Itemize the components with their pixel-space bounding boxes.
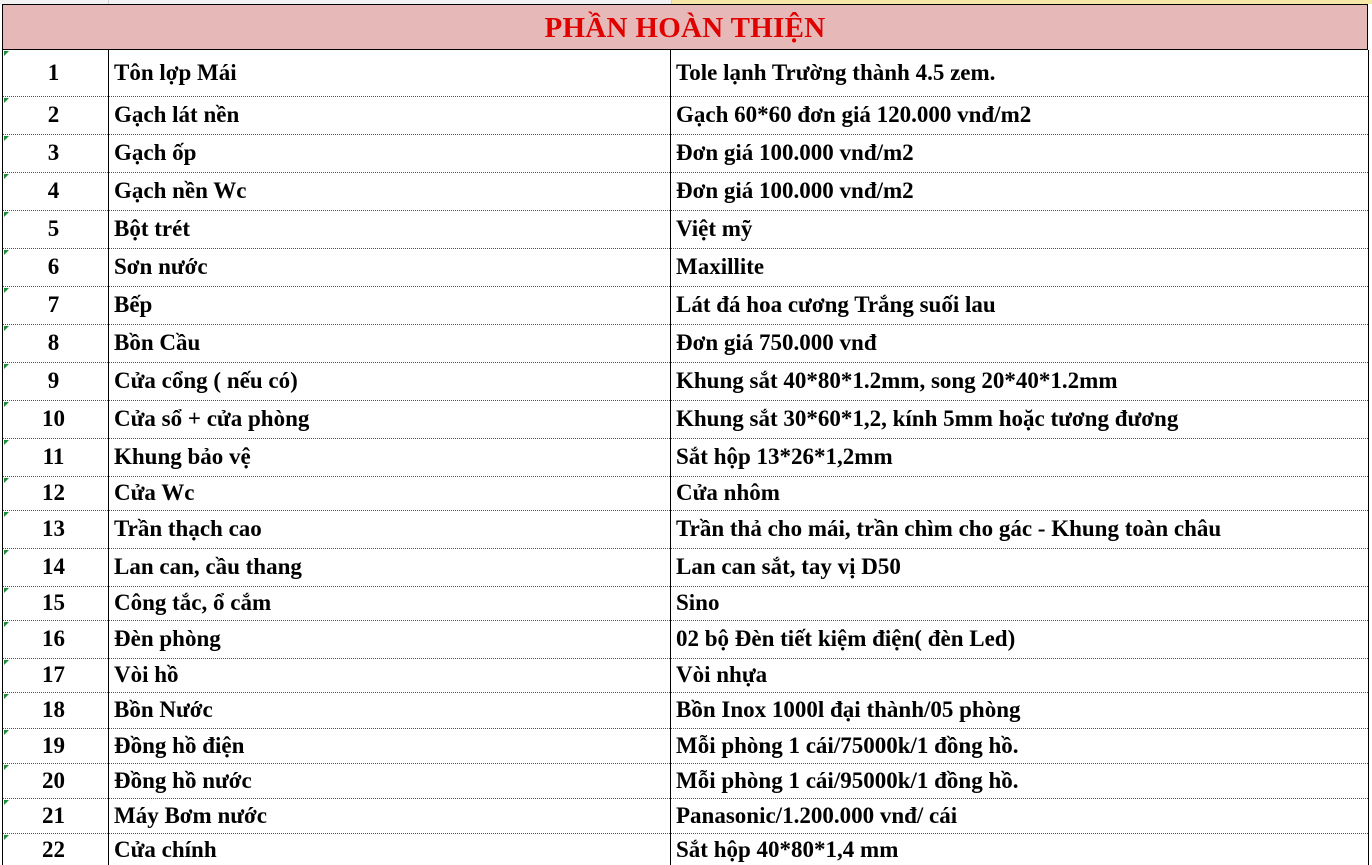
item-spec-cell[interactable]: Mỗi phòng 1 cái/95000k/1 đồng hồ. (671, 763, 1369, 798)
row-number: 2 (47, 102, 60, 127)
item-name-cell[interactable]: Tôn lợp Mái (109, 50, 671, 96)
row-number: 11 (42, 444, 65, 469)
row-number-cell[interactable] (3, 362, 109, 400)
comment-marker-icon (4, 250, 9, 255)
table-body (3, 50, 1369, 865)
comment-marker-icon (4, 835, 9, 840)
table-row (3, 763, 1369, 798)
item-name-cell[interactable]: Cửa sổ + cửa phòng (109, 400, 671, 438)
comment-marker-icon (4, 98, 9, 103)
item-name-cell[interactable]: Đồng hồ nước (109, 763, 671, 798)
comment-marker-icon (4, 364, 9, 369)
row-number: 19 (42, 732, 65, 758)
comment-marker-icon (4, 622, 9, 627)
row-number-cell[interactable] (3, 658, 109, 692)
item-name-cell[interactable]: Sơn nước (109, 248, 671, 286)
comment-marker-icon (4, 326, 9, 331)
row-number-cell[interactable] (3, 763, 109, 798)
row-number-cell[interactable] (3, 833, 109, 865)
table-row (3, 172, 1369, 210)
table-row (3, 692, 1369, 728)
row-number-cell[interactable] (3, 476, 109, 510)
item-name-cell[interactable]: Cửa cổng ( nếu có) (109, 362, 671, 400)
table-row (3, 586, 1369, 620)
item-spec-cell[interactable]: Mỗi phòng 1 cái/75000k/1 đồng hồ. (671, 728, 1369, 763)
row-number-cell[interactable] (3, 692, 109, 728)
item-name-cell[interactable]: Bếp (109, 286, 671, 324)
item-spec-cell[interactable]: Lan can sắt, tay vị D50 (671, 548, 1369, 586)
item-name-cell[interactable]: Lan can, cầu thang (109, 548, 671, 586)
table-row (3, 400, 1369, 438)
table-row (3, 210, 1369, 248)
table-row (3, 728, 1369, 763)
item-name-cell[interactable]: Gạch nền Wc (109, 172, 671, 210)
table-row (3, 510, 1369, 548)
comment-marker-icon (4, 588, 9, 593)
finishing-table (2, 50, 1369, 865)
comment-marker-icon (4, 765, 9, 770)
row-number: 6 (47, 254, 60, 279)
table-row (3, 96, 1369, 134)
row-number: 21 (42, 802, 65, 828)
comment-marker-icon (4, 800, 9, 805)
item-spec-cell[interactable]: Gạch 60*60 đơn giá 120.000 vnđ/m2 (671, 96, 1369, 134)
item-spec-cell[interactable]: Đơn giá 100.000 vnđ/m2 (671, 134, 1369, 172)
item-spec-cell[interactable]: Đơn giá 100.000 vnđ/m2 (671, 172, 1369, 210)
item-name-cell[interactable]: Cửa chính (109, 833, 671, 865)
row-number: 17 (42, 662, 65, 687)
comment-marker-icon (4, 440, 9, 445)
row-number: 15 (42, 590, 65, 615)
item-spec-cell[interactable]: Khung sắt 40*80*1.2mm, song 20*40*1.2mm (671, 362, 1369, 400)
item-name-cell[interactable]: Bột trét (109, 210, 671, 248)
item-spec-cell[interactable]: Sắt hộp 13*26*1,2mm (671, 438, 1369, 476)
row-number: 9 (47, 368, 60, 393)
item-spec-cell[interactable]: Khung sắt 30*60*1,2, kính 5mm hoặc tương đương (671, 400, 1369, 438)
row-number: 8 (47, 330, 60, 355)
comment-marker-icon (4, 694, 9, 699)
item-spec-cell[interactable]: Bồn Inox 1000l đại thành/05 phòng (671, 692, 1369, 728)
table-row (3, 658, 1369, 692)
row-number-cell[interactable] (3, 210, 109, 248)
comment-marker-icon (4, 174, 9, 179)
row-number-cell[interactable] (3, 286, 109, 324)
item-name-cell[interactable]: Vòi hồ (109, 658, 671, 692)
comment-marker-icon (4, 550, 9, 555)
comment-marker-icon (4, 136, 9, 141)
table-row (3, 620, 1369, 658)
table-row (3, 833, 1369, 865)
item-name-cell[interactable]: Đồng hồ điện (109, 728, 671, 763)
item-spec-cell[interactable]: Sino (671, 586, 1369, 620)
row-number-cell[interactable] (3, 324, 109, 362)
row-number: 22 (42, 837, 65, 862)
row-number: 13 (42, 516, 65, 541)
row-number-cell[interactable] (3, 96, 109, 134)
section-title-cell[interactable] (2, 4, 1368, 50)
row-number-cell[interactable] (3, 620, 109, 658)
item-spec-cell[interactable]: Panasonic/1.200.000 vnđ/ cái (671, 798, 1369, 833)
row-number: 12 (42, 480, 65, 505)
row-number-cell[interactable] (3, 400, 109, 438)
comment-marker-icon (4, 478, 9, 483)
item-name-cell[interactable]: Máy Bơm nước (109, 798, 671, 833)
item-spec-cell[interactable]: Trần thả cho mái, trần chìm cho gác - Khung toàn châu (671, 510, 1369, 548)
table-row (3, 362, 1369, 400)
row-number-cell[interactable] (3, 172, 109, 210)
item-name-cell[interactable]: Cửa Wc (109, 476, 671, 510)
row-number-cell[interactable] (3, 248, 109, 286)
row-number: 7 (47, 292, 60, 317)
item-name-cell[interactable]: Đèn phòng (109, 620, 671, 658)
item-spec-cell[interactable]: Lát đá hoa cương Trắng suối lau (671, 286, 1369, 324)
row-number-cell[interactable] (3, 50, 109, 96)
section-title: PHẦN HOÀN THIỆN (544, 11, 826, 44)
row-number: 1 (47, 59, 60, 85)
item-name-cell[interactable]: Gạch ốp (109, 134, 671, 172)
table-row (3, 50, 1369, 96)
table-row (3, 798, 1369, 833)
table-row (3, 134, 1369, 172)
row-number-cell[interactable] (3, 728, 109, 763)
row-number-cell[interactable] (3, 134, 109, 172)
item-name-cell[interactable]: Khung bảo vệ (109, 438, 671, 476)
item-spec-cell[interactable]: Vòi nhựa (671, 658, 1369, 692)
row-number: 3 (47, 140, 60, 165)
table-row (3, 476, 1369, 510)
comment-marker-icon (4, 402, 9, 407)
row-number: 4 (47, 178, 60, 203)
row-number: 18 (42, 697, 65, 722)
item-name-cell[interactable]: Công tắc, ổ cắm (109, 586, 671, 620)
item-spec-cell[interactable]: Sắt hộp 40*80*1,4 mm (671, 833, 1369, 865)
row-number-cell[interactable] (3, 510, 109, 548)
item-name-cell[interactable]: Gạch lát nền (109, 96, 671, 134)
item-spec-cell[interactable]: 02 bộ Đèn tiết kiệm điện( đèn Led) (671, 620, 1369, 658)
row-number: 20 (42, 767, 65, 793)
row-number: 5 (47, 216, 60, 241)
comment-marker-icon (4, 730, 9, 735)
comment-marker-icon (4, 51, 9, 56)
table-row (3, 248, 1369, 286)
row-number: 10 (42, 406, 65, 431)
item-spec-cell[interactable]: Maxillite (671, 248, 1369, 286)
item-name-cell[interactable]: Bồn Nước (109, 692, 671, 728)
row-number-cell[interactable] (3, 586, 109, 620)
item-spec-cell[interactable]: Đơn giá 750.000 vnđ (671, 324, 1369, 362)
table-row (3, 548, 1369, 586)
comment-marker-icon (4, 512, 9, 517)
table-row (3, 286, 1369, 324)
item-spec-cell[interactable]: Cửa nhôm (671, 476, 1369, 510)
table-row (3, 438, 1369, 476)
item-name-cell[interactable]: Bồn Cầu (109, 324, 671, 362)
row-number: 14 (42, 554, 65, 579)
item-name-cell[interactable]: Trần thạch cao (109, 510, 671, 548)
row-number: 16 (42, 626, 65, 651)
table-row (3, 324, 1369, 362)
row-number-cell[interactable] (3, 438, 109, 476)
row-number-cell[interactable] (3, 548, 109, 586)
item-spec-cell[interactable]: Việt mỹ (671, 210, 1369, 248)
item-spec-cell[interactable]: Tole lạnh Trường thành 4.5 zem. (671, 50, 1369, 96)
comment-marker-icon (4, 660, 9, 665)
row-number-cell[interactable] (3, 798, 109, 833)
comment-marker-icon (4, 212, 9, 217)
comment-marker-icon (4, 288, 9, 293)
